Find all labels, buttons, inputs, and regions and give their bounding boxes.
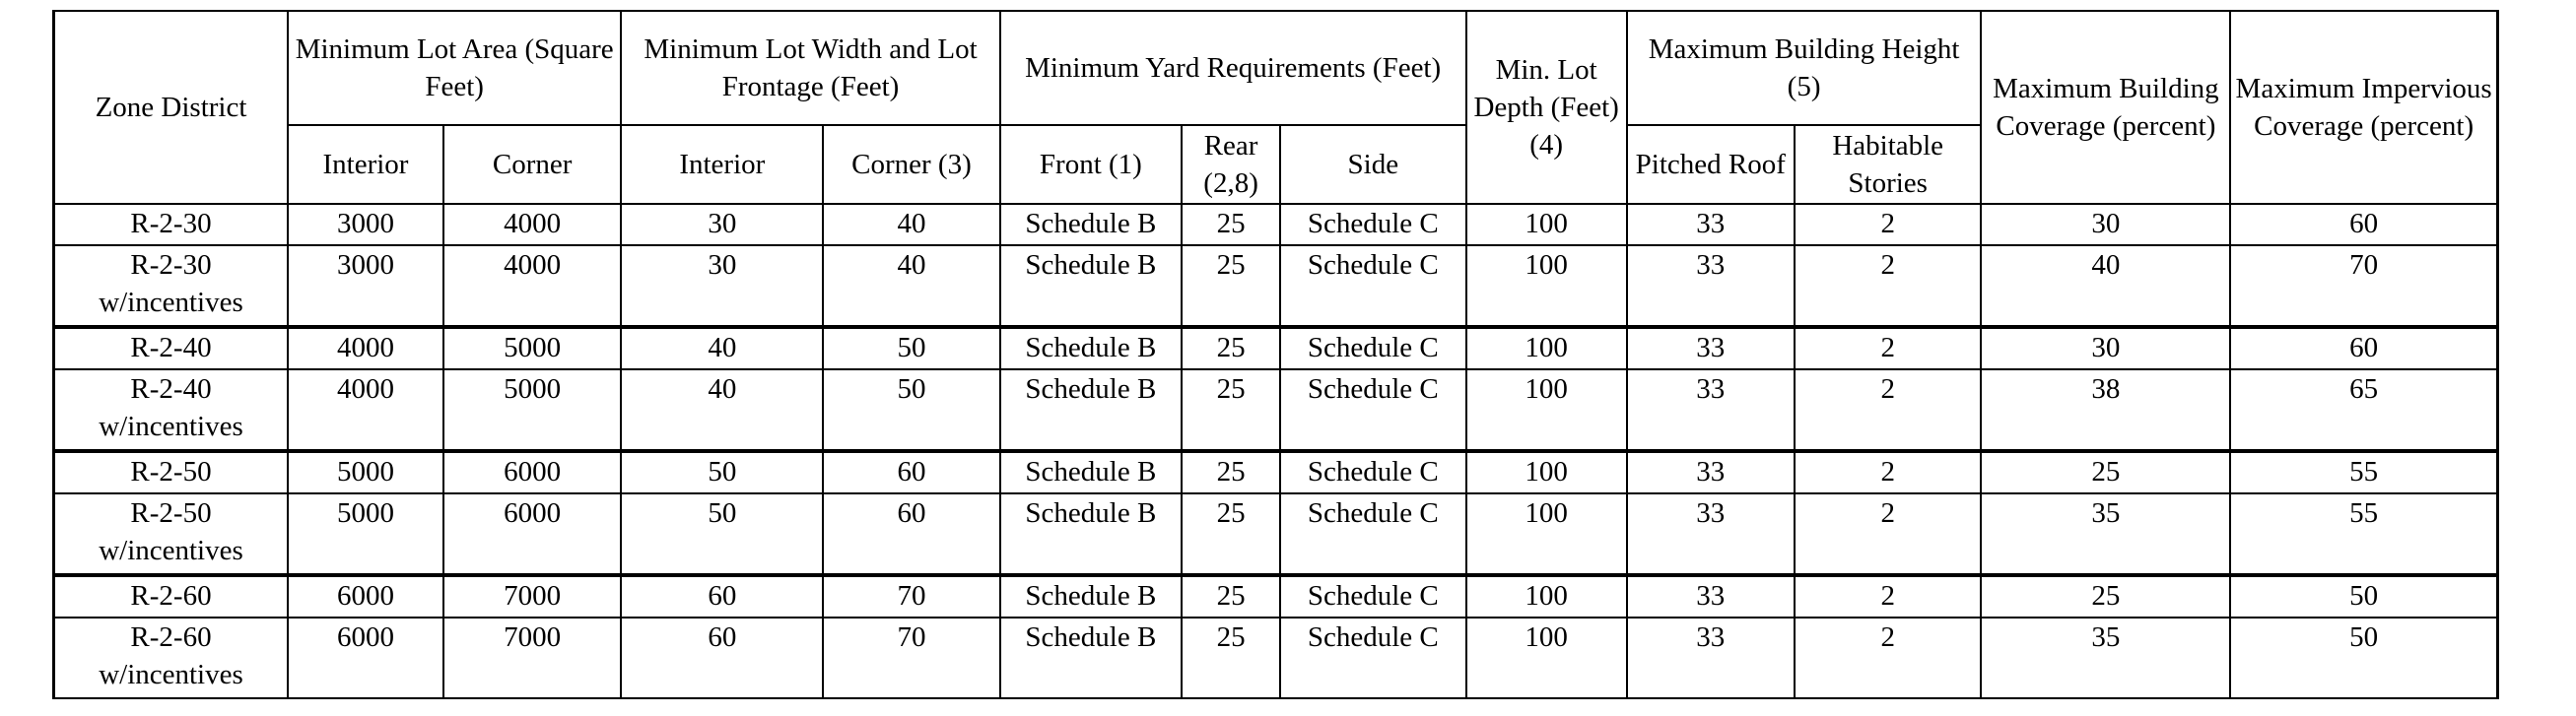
cell-width-corner: 70 [823,575,999,618]
cell-depth: 100 [1466,493,1627,575]
cell-width-interior: 50 [621,493,823,575]
header-zone-district: Zone District [54,11,288,204]
cell-area-interior: 3000 [288,245,443,327]
cell-depth: 100 [1466,327,1627,369]
cell-zone: R-2-50 [54,451,288,493]
cell-impervious: 60 [2230,204,2497,245]
cell-area-corner: 7000 [443,575,621,618]
cell-pitched: 33 [1627,369,1795,451]
subheader-habitable-stories: Habitable Stories [1795,125,1982,204]
cell-width-interior: 40 [621,327,823,369]
cell-area-interior: 5000 [288,493,443,575]
cell-impervious: 55 [2230,451,2497,493]
cell-width-interior: 50 [621,451,823,493]
cell-zone: R-2-50 w/incentives [54,493,288,575]
cell-area-corner: 6000 [443,451,621,493]
cell-side: Schedule C [1280,493,1466,575]
cell-zone: R-2-30 w/incentives [54,245,288,327]
cell-rear: 25 [1182,204,1280,245]
cell-area-interior: 5000 [288,451,443,493]
cell-rear: 25 [1182,327,1280,369]
zoning-requirements-table [52,10,2499,699]
cell-width-corner: 60 [823,493,999,575]
cell-rear: 25 [1182,451,1280,493]
cell-coverage: 25 [1981,575,2230,618]
cell-zone: R-2-60 w/incentives [54,618,288,698]
cell-area-corner: 5000 [443,369,621,451]
cell-side: Schedule C [1280,204,1466,245]
header-min-yard: Minimum Yard Requirements (Feet) [1000,11,1466,125]
subheader-area-interior: Interior [288,125,443,204]
cell-depth: 100 [1466,204,1627,245]
cell-width-interior: 40 [621,369,823,451]
cell-impervious: 70 [2230,245,2497,327]
cell-width-corner: 60 [823,451,999,493]
cell-width-interior: 60 [621,575,823,618]
cell-area-interior: 4000 [288,327,443,369]
cell-coverage: 25 [1981,451,2230,493]
header-min-lot-area: Minimum Lot Area (Square Feet) [288,11,621,125]
table-row [54,618,2498,698]
cell-impervious: 50 [2230,575,2497,618]
cell-width-corner: 70 [823,618,999,698]
cell-width-corner: 40 [823,245,999,327]
table-row [54,369,2498,451]
cell-width-corner: 40 [823,204,999,245]
cell-stories: 2 [1795,204,1982,245]
cell-front: Schedule B [1000,493,1182,575]
cell-area-interior: 6000 [288,618,443,698]
cell-front: Schedule B [1000,575,1182,618]
cell-pitched: 33 [1627,575,1795,618]
cell-impervious: 55 [2230,493,2497,575]
cell-stories: 2 [1795,575,1982,618]
cell-side: Schedule C [1280,369,1466,451]
cell-zone: R-2-40 [54,327,288,369]
cell-area-interior: 4000 [288,369,443,451]
subheader-width-interior: Interior [621,125,823,204]
cell-coverage: 35 [1981,618,2230,698]
cell-pitched: 33 [1627,327,1795,369]
cell-rear: 25 [1182,618,1280,698]
cell-depth: 100 [1466,618,1627,698]
cell-side: Schedule C [1280,327,1466,369]
cell-rear: 25 [1182,245,1280,327]
subheader-rear: Rear (2,8) [1182,125,1280,204]
cell-pitched: 33 [1627,493,1795,575]
cell-pitched: 33 [1627,245,1795,327]
cell-stories: 2 [1795,618,1982,698]
table-row [54,575,2498,618]
table-row [54,327,2498,369]
table-body [54,204,2498,698]
cell-side: Schedule C [1280,575,1466,618]
cropped-title-fragment [985,0,1399,4]
cell-depth: 100 [1466,575,1627,618]
cell-zone: R-2-60 [54,575,288,618]
cell-front: Schedule B [1000,204,1182,245]
cell-stories: 2 [1795,327,1982,369]
subheader-pitched-roof: Pitched Roof [1627,125,1795,204]
cell-area-interior: 6000 [288,575,443,618]
cell-depth: 100 [1466,369,1627,451]
cell-pitched: 33 [1627,204,1795,245]
subheader-width-corner: Corner (3) [823,125,999,204]
cell-side: Schedule C [1280,451,1466,493]
cell-front: Schedule B [1000,245,1182,327]
cell-stories: 2 [1795,451,1982,493]
cell-coverage: 35 [1981,493,2230,575]
header-max-height: Maximum Building Height (5) [1627,11,1982,125]
cell-pitched: 33 [1627,618,1795,698]
cell-front: Schedule B [1000,618,1182,698]
cell-rear: 25 [1182,369,1280,451]
cell-rear: 25 [1182,575,1280,618]
table-row [54,204,2498,245]
cell-impervious: 50 [2230,618,2497,698]
cell-coverage: 30 [1981,327,2230,369]
cell-area-corner: 4000 [443,204,621,245]
header-min-lot-width: Minimum Lot Width and Lot Frontage (Feet) [621,11,999,125]
cell-width-corner: 50 [823,369,999,451]
header-max-building-coverage: Maximum Building Coverage (percent) [1981,11,2230,204]
cell-zone: R-2-40 w/incentives [54,369,288,451]
cell-stories: 2 [1795,493,1982,575]
table-row [54,451,2498,493]
cell-side: Schedule C [1280,245,1466,327]
table-row [54,245,2498,327]
cell-area-corner: 5000 [443,327,621,369]
cell-front: Schedule B [1000,327,1182,369]
cell-impervious: 65 [2230,369,2497,451]
header-max-impervious-coverage: Maximum Impervious Coverage (percent) [2230,11,2497,204]
cell-front: Schedule B [1000,369,1182,451]
cell-width-interior: 30 [621,204,823,245]
cell-width-interior: 30 [621,245,823,327]
cell-coverage: 38 [1981,369,2230,451]
cell-area-corner: 4000 [443,245,621,327]
subheader-front: Front (1) [1000,125,1182,204]
cell-impervious: 60 [2230,327,2497,369]
cell-stories: 2 [1795,245,1982,327]
cell-stories: 2 [1795,369,1982,451]
cell-area-interior: 3000 [288,204,443,245]
cell-width-corner: 50 [823,327,999,369]
cell-front: Schedule B [1000,451,1182,493]
cell-width-interior: 60 [621,618,823,698]
cell-area-corner: 6000 [443,493,621,575]
table-row [54,493,2498,575]
cell-depth: 100 [1466,245,1627,327]
cell-side: Schedule C [1280,618,1466,698]
cell-coverage: 30 [1981,204,2230,245]
subheader-side: Side [1280,125,1466,204]
cell-rear: 25 [1182,493,1280,575]
header-min-lot-depth: Min. Lot Depth (Feet) (4) [1466,11,1627,204]
subheader-area-corner: Corner [443,125,621,204]
cell-pitched: 33 [1627,451,1795,493]
cell-zone: R-2-30 [54,204,288,245]
cell-depth: 100 [1466,451,1627,493]
cell-coverage: 40 [1981,245,2230,327]
cell-area-corner: 7000 [443,618,621,698]
